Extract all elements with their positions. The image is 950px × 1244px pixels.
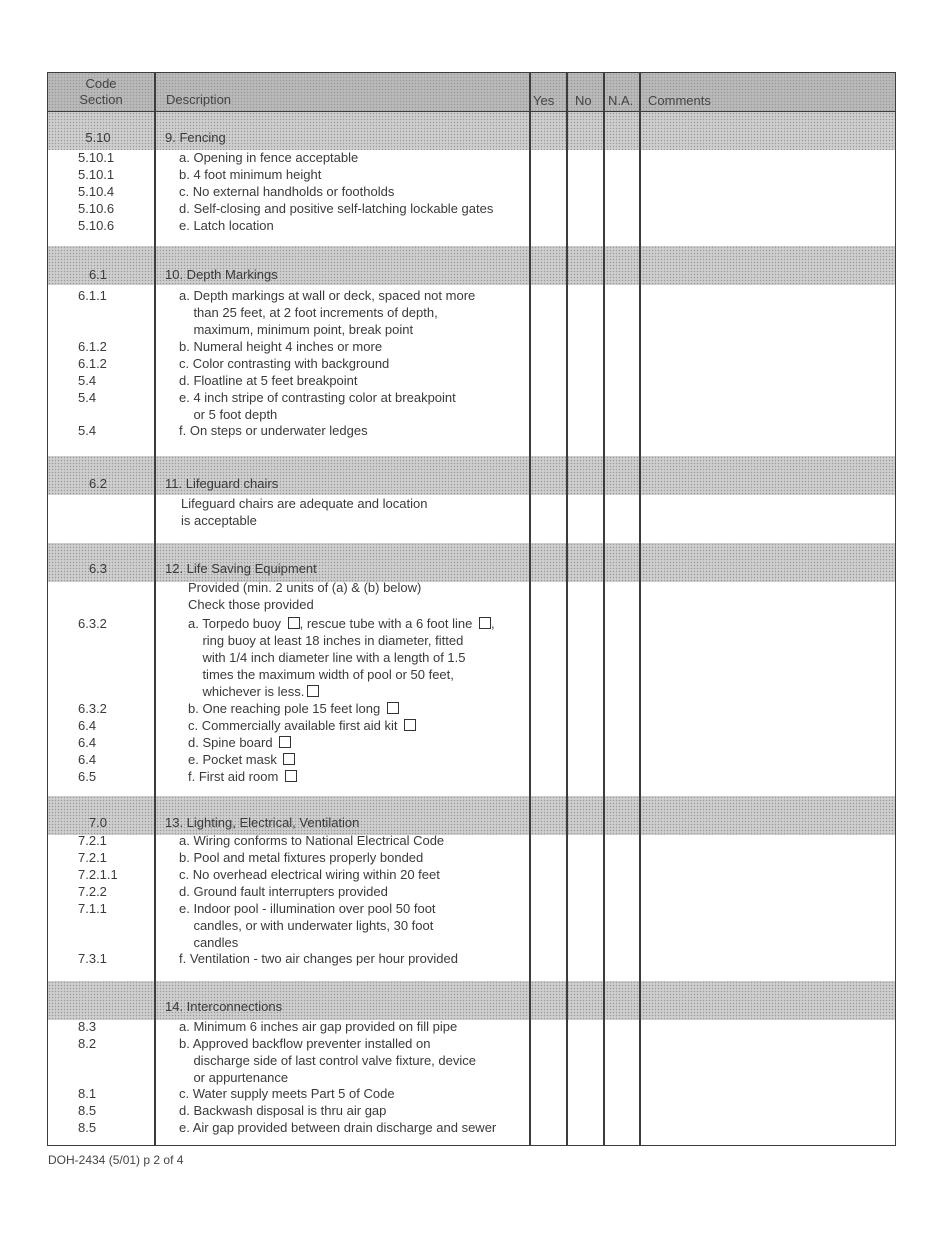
item-code: 5.10.6 (78, 218, 115, 233)
item-description: Lifeguard chairs are adequate and location (181, 496, 428, 511)
item-description: c. Color contrasting with background (179, 356, 390, 371)
item-description: b. Numeral height 4 inches or more (179, 339, 383, 354)
item-code: 8.2 (78, 1036, 97, 1051)
checkbox-icon[interactable] (307, 685, 319, 697)
checkbox-icon[interactable] (285, 770, 297, 782)
item-description: or 5 foot depth (179, 407, 278, 422)
section-code: 5.10 (85, 130, 111, 145)
column-divider (154, 73, 156, 1145)
item-description: Provided (min. 2 units of (a) & (b) below) (188, 580, 422, 595)
checklist-table (47, 72, 896, 1146)
item-description: than 25 feet, at 2 foot increments of depth, (179, 305, 438, 320)
header-na: N.A. (608, 93, 634, 108)
item-code: 6.5 (78, 769, 97, 784)
item-code: 6.1.2 (78, 356, 107, 371)
item-code: 6.3.2 (78, 616, 107, 631)
column-divider (603, 73, 605, 1145)
item-description: b. Approved backflow preventer installed on (179, 1036, 431, 1051)
item-description: d. Spine board (188, 734, 291, 751)
item-description: c. No overhead electrical wiring within 20 feet (179, 867, 440, 882)
item-code: 5.10.1 (78, 167, 115, 182)
item-description: discharge side of last control valve fixture, device (179, 1053, 476, 1068)
item-description: candles, or with underwater lights, 30 foot (179, 918, 434, 933)
item-description: or appurtenance (179, 1070, 289, 1085)
section-title: 13. Lighting, Electrical, Ventilation (165, 815, 360, 830)
item-description: ring buoy at least 18 inches in diameter, fitted (188, 633, 464, 648)
item-description: d. Backwash disposal is thru air gap (179, 1103, 387, 1118)
item-description: with 1/4 inch diameter line with a length of 1.5 (188, 650, 466, 665)
item-description: e. Indoor pool - illumination over pool 50 foot (179, 901, 436, 916)
item-code: 7.2.1 (78, 833, 107, 848)
item-description: d. Self-closing and positive self-latching lockable gates (179, 201, 494, 216)
item-description: whichever is less. (188, 683, 319, 700)
checkbox-icon[interactable] (283, 753, 295, 765)
item-code: 7.2.2 (78, 884, 107, 899)
column-divider (566, 73, 568, 1145)
item-code: 7.2.1 (78, 850, 107, 865)
item-code: 7.1.1 (78, 901, 107, 916)
header-yes: Yes (533, 93, 555, 108)
item-code: 7.2.1.1 (78, 867, 118, 882)
item-description: e. 4 inch stripe of contrasting color at breakpoint (179, 390, 456, 405)
item-code: 6.1.1 (78, 288, 107, 303)
item-code: 5.10.1 (78, 150, 115, 165)
checkbox-icon[interactable] (479, 617, 491, 629)
item-code: 8.1 (78, 1086, 97, 1101)
header-code-section: Code Section (79, 76, 123, 107)
section-code: 6.2 (88, 476, 108, 491)
item-description: c. Commercially available first aid kit (188, 717, 416, 734)
item-code: 5.4 (78, 390, 97, 405)
checkbox-icon[interactable] (404, 719, 416, 731)
item-code: 5.4 (78, 373, 97, 388)
column-divider (639, 73, 641, 1145)
header-description: Description (166, 92, 232, 107)
item-description: b. Pool and metal fixtures properly bonded (179, 850, 424, 865)
section-title: 14. Interconnections (165, 999, 283, 1014)
item-code: 8.5 (78, 1120, 97, 1135)
checkbox-icon[interactable] (288, 617, 300, 629)
item-code: 6.4 (78, 718, 97, 733)
item-description: e. Pocket mask (188, 751, 295, 768)
section-title: 9. Fencing (165, 130, 226, 145)
item-description: b. 4 foot minimum height (179, 167, 322, 182)
item-description: d. Floatline at 5 feet breakpoint (179, 373, 358, 388)
item-description: f. On steps or underwater ledges (179, 423, 368, 438)
item-description: candles (179, 935, 239, 950)
item-description: a. Minimum 6 inches air gap provided on fill pipe (179, 1019, 458, 1034)
item-code: 7.3.1 (78, 951, 107, 966)
form-footer: DOH-2434 (5/01) p 2 of 4 (48, 1153, 184, 1167)
section-code: 7.0 (88, 815, 108, 830)
item-description: maximum, minimum point, break point (179, 322, 414, 337)
item-code: 5.4 (78, 423, 97, 438)
checkbox-icon[interactable] (387, 702, 399, 714)
item-description: a. Wiring conforms to National Electrical Code (179, 833, 445, 848)
item-code: 8.3 (78, 1019, 97, 1034)
item-description: is acceptable (181, 513, 257, 528)
item-code: 8.5 (78, 1103, 97, 1118)
item-description: f. Ventilation - two air changes per hour provided (179, 951, 458, 966)
section-code: 6.3 (88, 561, 108, 576)
item-code: 5.10.4 (78, 184, 115, 199)
item-description: c. Water supply meets Part 5 of Code (179, 1086, 395, 1101)
item-description: f. First aid room (188, 768, 297, 785)
header-no: No (575, 93, 592, 108)
item-description: b. One reaching pole 15 feet long (188, 700, 399, 717)
item-description: d. Ground fault interrupters provided (179, 884, 388, 899)
item-description: e. Air gap provided between drain discharge and sewer (179, 1120, 497, 1135)
item-description: a. Depth markings at wall or deck, spaced not more (179, 288, 476, 303)
item-description: times the maximum width of pool or 50 feet, (188, 667, 454, 682)
item-description: e. Latch location (179, 218, 274, 233)
item-description: a. Opening in fence acceptable (179, 150, 359, 165)
item-description: a. Torpedo buoy , rescue tube with a 6 foot line , (188, 616, 495, 631)
item-description: c. No external handholds or footholds (179, 184, 395, 199)
section-code: 6.1 (88, 267, 108, 282)
checkbox-icon[interactable] (279, 736, 291, 748)
section-title: 10. Depth Markings (165, 267, 278, 282)
item-code: 6.1.2 (78, 339, 107, 354)
item-code: 6.4 (78, 735, 97, 750)
item-description: Check those provided (188, 597, 314, 612)
item-code: 6.3.2 (78, 701, 107, 716)
section-title: 12. Life Saving Equipment (165, 561, 317, 576)
item-code: 5.10.6 (78, 201, 115, 216)
section-title: 11. Lifeguard chairs (165, 476, 279, 491)
item-code: 6.4 (78, 752, 97, 767)
header-comments: Comments (648, 93, 711, 108)
column-divider (529, 73, 531, 1145)
